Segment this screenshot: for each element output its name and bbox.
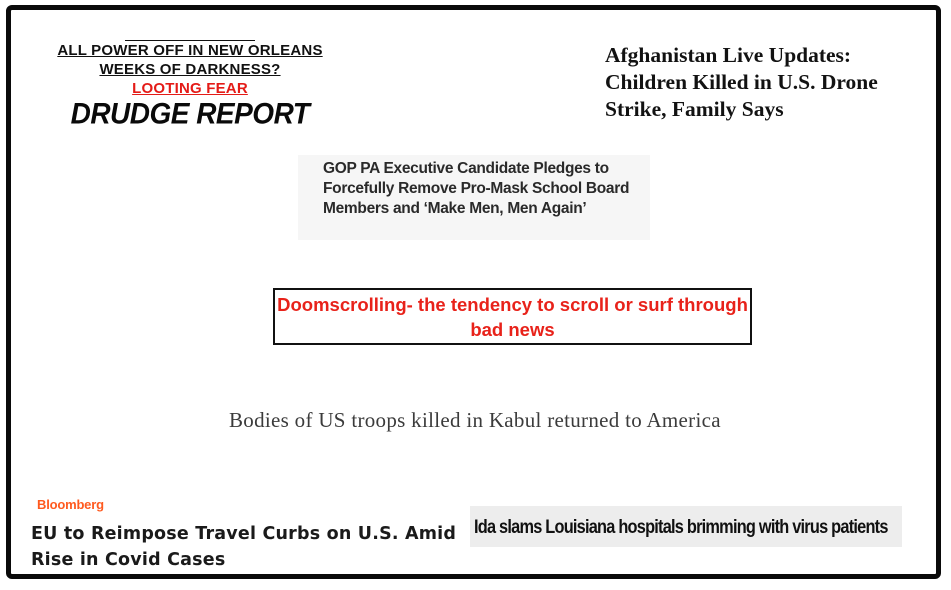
drudge-headline-1[interactable]: ALL POWER OFF IN NEW ORLEANS xyxy=(57,42,323,59)
kabul-headline[interactable]: Bodies of US troops killed in Kabul returned to America xyxy=(229,408,721,432)
ida-headline-text: Ida slams Louisiana hospitals brimming with virus patients xyxy=(474,517,888,538)
drudge-report-clipping xyxy=(40,40,340,130)
drudge-headline-3[interactable]: LOOTING FEAR xyxy=(132,80,248,97)
nyt-headline[interactable]: Afghanistan Live Updates: Children Killed in U.S. Drone Strike, Family Says xyxy=(605,43,878,121)
drudge-headline-2[interactable]: WEEKS OF DARKNESS? xyxy=(99,61,281,78)
drudge-report-logo: DRUDGE REPORT xyxy=(70,97,310,130)
ida-headline-clipping[interactable] xyxy=(470,506,902,547)
gop-headline-clipping[interactable]: GOP PA Executive Candidate Pledges to Forcefully Remove Pro-Mask School Board Members and ‘Make Men, Men Again’ xyxy=(298,155,650,240)
bloomberg-headline[interactable]: EU to Reimpose Travel Curbs on U.S. Amid Rise in Covid Cases xyxy=(31,524,457,570)
bloomberg-source-label: Bloomberg xyxy=(37,497,104,512)
doomscrolling-definition-box: Doomscrolling- the tendency to scroll or surf through bad news xyxy=(273,288,752,345)
